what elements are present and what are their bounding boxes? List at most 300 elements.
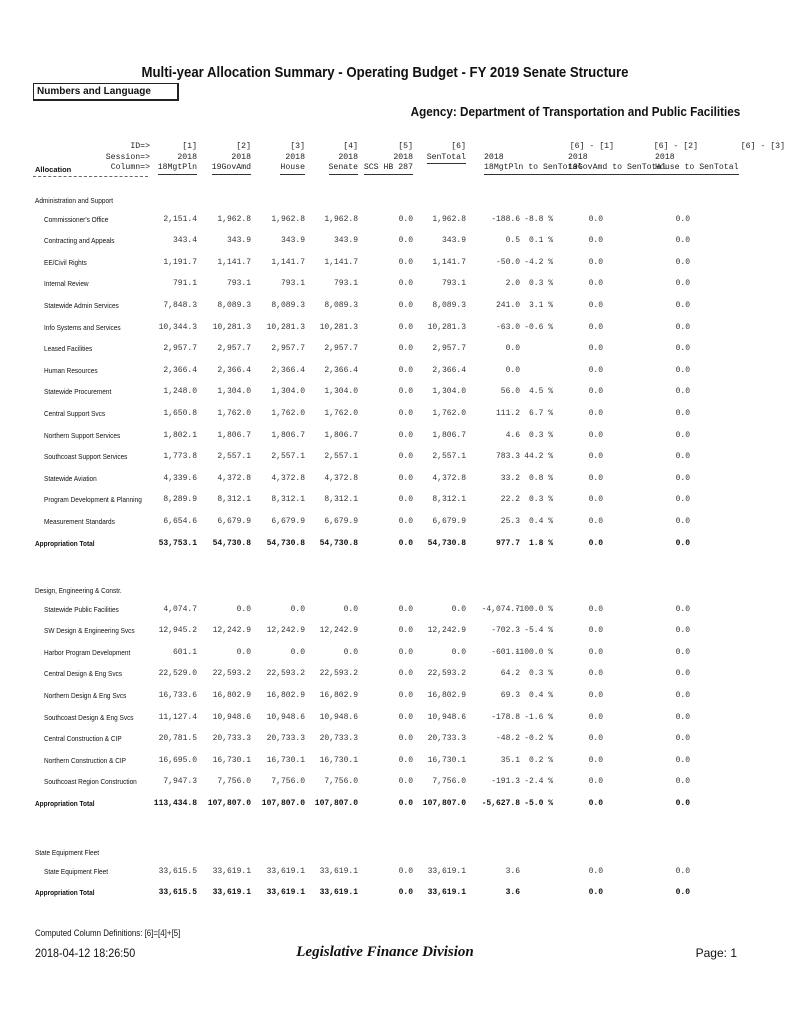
cell-value: 20,733.3	[427, 734, 466, 744]
cell-value: 0.0	[398, 647, 413, 657]
cell-value: 793.1	[280, 279, 305, 289]
cell-value: 7,756.0	[271, 777, 305, 787]
cell-value: 16,733.6	[158, 690, 197, 700]
table-row	[0, 236, 770, 248]
cell-value: 2.0	[505, 279, 520, 289]
cell-value: 1,806.7	[324, 430, 358, 440]
cell-value: 0.0	[398, 452, 413, 462]
cell-value: 0.0	[588, 365, 603, 375]
column-header-id: [1]	[182, 142, 197, 151]
cell-value: 0.0	[675, 626, 690, 636]
cell-value: 8,089.3	[324, 300, 358, 310]
cell-value: -100.0 %	[514, 604, 553, 614]
cell-value: 0.0	[675, 322, 690, 332]
cell-value: 16,730.1	[319, 755, 358, 765]
cell-value: -5.0 %	[524, 798, 553, 808]
cell-value: 16,730.1	[266, 755, 305, 765]
cell-value: 0.0	[675, 473, 690, 483]
allocation-name: Northern Construction & CIP	[44, 755, 126, 765]
cell-value: 0.0	[675, 516, 690, 526]
column-header	[137, 142, 197, 175]
allocation-name: Appropriation Total	[35, 798, 95, 808]
table-row	[0, 279, 770, 291]
column-header-session: 2018	[655, 152, 675, 162]
cell-value: 2,557.1	[324, 452, 358, 462]
cell-value: 0.0	[588, 866, 603, 876]
cell-value: 7,947.3	[163, 777, 197, 787]
cell-value: -4,074.7	[481, 604, 520, 614]
cell-value: 113,434.8	[153, 798, 197, 808]
cell-value: 0.0	[588, 430, 603, 440]
cell-value: 22,593.2	[427, 669, 466, 679]
appropriation-total-row	[0, 799, 770, 811]
cell-value: 8,312.1	[432, 495, 466, 505]
cell-value: 2,366.4	[217, 365, 251, 375]
cell-value: 4,372.8	[432, 473, 466, 483]
cell-value: 0.0	[398, 236, 413, 246]
cell-value: 1,191.7	[163, 257, 197, 267]
cell-value: 343.9	[226, 236, 251, 246]
cell-value: -0.6 %	[524, 322, 553, 332]
column-header-id: [4]	[343, 142, 358, 151]
cell-value: 3.1 %	[528, 300, 553, 310]
column-header-id: [3]	[290, 142, 305, 151]
cell-value: 0.0	[588, 755, 603, 765]
allocation-name: Southcoast Design & Eng Svcs	[44, 712, 134, 722]
cell-value: 8,312.1	[324, 495, 358, 505]
cell-value: 2,366.4	[271, 365, 305, 375]
cell-value: 241.0	[495, 300, 520, 310]
appropriation-total-row	[0, 539, 770, 551]
allocation-name: Southcoast Region Construction	[44, 777, 137, 787]
cell-value: 10,948.6	[212, 712, 251, 722]
column-header-column: 19GovAmd to SenTotal	[568, 163, 666, 175]
table-row	[0, 517, 770, 529]
header-column-label: Column=>	[110, 163, 150, 172]
cell-value: 0.0	[290, 647, 305, 657]
cell-value: 6.7 %	[528, 408, 553, 418]
cell-value: 111.2	[495, 408, 520, 418]
column-header	[191, 142, 251, 175]
cell-value: 1,141.7	[217, 257, 251, 267]
table-row	[0, 431, 770, 443]
cell-value: 4,372.8	[271, 473, 305, 483]
table-row	[0, 756, 770, 768]
cell-value: 16,802.9	[427, 690, 466, 700]
cell-value: 0.0	[290, 604, 305, 614]
cell-value: 4.6	[505, 430, 520, 440]
cell-value: -702.3	[491, 626, 520, 636]
cell-value: 0.0	[343, 604, 358, 614]
allocation-name: Appropriation Total	[35, 538, 95, 548]
cell-value: -0.2 %	[524, 734, 553, 744]
column-header-column: House	[280, 163, 305, 175]
allocation-name: Statewide Aviation	[44, 473, 97, 483]
section-name: Design, Engineering & Constr.	[35, 586, 122, 595]
table-row	[0, 344, 770, 356]
allocation-name: Central Design & Eng Svcs	[44, 669, 123, 679]
cell-value: 10,281.3	[212, 322, 251, 332]
cell-value: -5.4 %	[524, 626, 553, 636]
cell-value: 7,756.0	[217, 777, 251, 787]
cell-value: 0.0	[588, 236, 603, 246]
cell-value: 0.4 %	[528, 690, 553, 700]
cell-value: 793.1	[333, 279, 358, 289]
cell-value: 0.0	[398, 430, 413, 440]
cell-value: 0.0	[398, 777, 413, 787]
cell-value: 0.0	[588, 604, 603, 614]
allocation-name: Harbor Program Development	[44, 647, 131, 657]
cell-value: 2,366.4	[163, 365, 197, 375]
cell-value: 2,366.4	[324, 365, 358, 375]
allocation-name: Internal Review	[44, 279, 89, 289]
division-name: Legislative Finance Division	[296, 944, 474, 960]
cell-value: 1,141.7	[432, 257, 466, 267]
cell-value: 783.3	[495, 452, 520, 462]
cell-value: 8,089.3	[217, 300, 251, 310]
cell-value: 44.2 %	[524, 452, 553, 462]
cell-value: 16,730.1	[212, 755, 251, 765]
cell-value: 977.7	[495, 538, 520, 548]
cell-value: 0.0	[588, 669, 603, 679]
cell-value: 4.5 %	[528, 387, 553, 397]
cell-value: 12,242.9	[319, 626, 358, 636]
cell-value: 0.0	[588, 777, 603, 787]
column-header-session: 2018	[568, 152, 588, 162]
page-number: Page: 1	[695, 946, 737, 960]
table-row	[0, 215, 770, 227]
cell-value: 0.0	[675, 798, 690, 808]
allocation-name: Commissioner's Office	[44, 214, 109, 224]
cell-value: 2,151.4	[163, 214, 197, 224]
table-row	[0, 691, 770, 703]
cell-value: 0.4 %	[528, 516, 553, 526]
cell-value: 6,679.9	[324, 516, 358, 526]
section-header	[0, 196, 770, 208]
allocation-name: Central Support Svcs	[44, 408, 106, 418]
cell-value: 33,615.5	[158, 888, 197, 898]
cell-value: 1,806.7	[432, 430, 466, 440]
cell-value: 2,957.7	[271, 344, 305, 354]
cell-value: 20,781.5	[158, 734, 197, 744]
section-header	[0, 586, 770, 598]
cell-value: 0.0	[398, 257, 413, 267]
cell-value: 0.0	[675, 755, 690, 765]
cell-value: 2,557.1	[271, 452, 305, 462]
header-session-label: Session=>	[105, 152, 150, 162]
cell-value: 0.0	[675, 430, 690, 440]
cell-value: 2,557.1	[217, 452, 251, 462]
cell-value: 0.0	[451, 604, 466, 614]
cell-value: 0.0	[675, 538, 690, 548]
cell-value: 107,807.0	[261, 798, 305, 808]
cell-value: 1,304.0	[324, 387, 358, 397]
cell-value: 0.0	[588, 626, 603, 636]
cell-value: 6,654.6	[163, 516, 197, 526]
cell-value: 10,948.6	[266, 712, 305, 722]
cell-value: 0.0	[398, 344, 413, 354]
cell-value: 0.0	[588, 214, 603, 224]
cell-value: 20,733.3	[319, 734, 358, 744]
column-header-session: 2018	[393, 152, 413, 162]
cell-value: 10,281.3	[427, 322, 466, 332]
cell-value: -5,627.8	[481, 798, 520, 808]
cell-value: -8.8 %	[524, 214, 553, 224]
allocation-name: Human Resources	[44, 365, 98, 375]
cell-value: 64.2	[500, 669, 520, 679]
cell-value: 0.0	[398, 408, 413, 418]
cell-value: 0.0	[588, 322, 603, 332]
table-row	[0, 323, 770, 335]
cell-value: -100.0 %	[514, 647, 553, 657]
allocation-header: Allocation	[35, 165, 72, 174]
cell-value: 0.0	[398, 712, 413, 722]
cell-value: 33,619.1	[212, 866, 251, 876]
allocation-name: SW Design & Engineering Svcs	[44, 626, 135, 636]
column-header-id: [6] - [1]	[569, 142, 614, 151]
cell-value: -2.4 %	[524, 777, 553, 787]
cell-value: 343.9	[441, 236, 466, 246]
cell-value: 1,962.8	[271, 214, 305, 224]
cell-value: 33,619.1	[212, 888, 251, 898]
cell-value: 343.4	[172, 236, 197, 246]
cell-value: 107,807.0	[314, 798, 358, 808]
column-header	[245, 142, 305, 175]
cell-value: 0.0	[588, 300, 603, 310]
cell-value: 0.0	[675, 300, 690, 310]
column-header-session: 2018	[338, 152, 358, 162]
cell-value: 54,730.8	[319, 538, 358, 548]
allocation-name: Appropriation Total	[35, 888, 95, 898]
table-row	[0, 301, 770, 313]
cell-value: -191.3	[491, 777, 520, 787]
cell-value: 33,619.1	[266, 866, 305, 876]
cell-value: 0.0	[675, 690, 690, 700]
cell-value: 0.0	[588, 798, 603, 808]
cell-value: 0.0	[398, 888, 413, 898]
cell-value: 0.0	[675, 214, 690, 224]
cell-value: 16,730.1	[427, 755, 466, 765]
cell-value: 1,304.0	[271, 387, 305, 397]
cell-value: 0.0	[451, 647, 466, 657]
cell-value: 12,945.2	[158, 626, 197, 636]
cell-value: 1,762.0	[217, 408, 251, 418]
cell-value: 0.0	[675, 408, 690, 418]
cell-value: 10,344.3	[158, 322, 197, 332]
cell-value: 601.1	[172, 647, 197, 657]
cell-value: 33,619.1	[266, 888, 305, 898]
appropriation-total-row	[0, 888, 770, 900]
cell-value: -601.1	[491, 647, 520, 657]
allocation-name: EE/Civil Rights	[44, 257, 87, 267]
cell-value: 2,957.7	[217, 344, 251, 354]
cell-value: 0.0	[236, 647, 251, 657]
table-row	[0, 713, 770, 725]
cell-value: 7,756.0	[324, 777, 358, 787]
cell-value: 6,679.9	[217, 516, 251, 526]
allocation-name: Central Construction & CIP	[44, 734, 122, 744]
table-row	[0, 777, 770, 789]
cell-value: 16,802.9	[212, 690, 251, 700]
cell-value: 69.3	[500, 690, 520, 700]
cell-value: 1,962.8	[432, 214, 466, 224]
column-header-id: [2]	[236, 142, 251, 151]
cell-value: 0.0	[675, 279, 690, 289]
cell-value: 33,619.1	[427, 888, 466, 898]
cell-value: 793.1	[441, 279, 466, 289]
cell-value: 0.0	[398, 626, 413, 636]
cell-value: 22,529.0	[158, 669, 197, 679]
cell-value: 0.0	[398, 300, 413, 310]
cell-value: 33,619.1	[427, 866, 466, 876]
cell-value: 54,730.8	[266, 538, 305, 548]
cell-value: 4,339.6	[163, 473, 197, 483]
cell-value: 0.0	[675, 647, 690, 657]
cell-value: 0.2 %	[528, 755, 553, 765]
cell-value: 1,962.8	[324, 214, 358, 224]
cell-value: 343.9	[333, 236, 358, 246]
cell-value: 0.0	[675, 604, 690, 614]
cell-value: 6,679.9	[432, 516, 466, 526]
column-header-session: 2018	[285, 152, 305, 162]
cell-value: 33,615.5	[158, 866, 197, 876]
allocation-name: Program Development & Planning	[44, 495, 142, 505]
table-row	[0, 734, 770, 746]
section-name: Administration and Support	[35, 196, 114, 205]
cell-value: 2,957.7	[163, 344, 197, 354]
cell-value: 0.3 %	[528, 495, 553, 505]
cell-value: 0.0	[675, 734, 690, 744]
column-header-session: 2018	[484, 152, 504, 162]
cell-value: 16,802.9	[266, 690, 305, 700]
cell-value: 343.9	[280, 236, 305, 246]
cell-value: 54,730.8	[427, 538, 466, 548]
column-header-column: SCS HB 287	[364, 163, 413, 175]
cell-value: 10,281.3	[266, 322, 305, 332]
cell-value: 0.0	[398, 538, 413, 548]
cell-value: 35.1	[500, 755, 520, 765]
cell-value: 0.0	[398, 755, 413, 765]
column-header-id: [6] - [3]	[740, 142, 785, 151]
cell-value: 793.1	[226, 279, 251, 289]
cell-value: 0.0	[588, 495, 603, 505]
column-header	[298, 142, 358, 175]
cell-value: 0.3 %	[528, 279, 553, 289]
cell-value: 0.3 %	[528, 669, 553, 679]
cell-value: 0.0	[588, 516, 603, 526]
cell-value: 56.0	[500, 387, 520, 397]
cell-value: 1,304.0	[432, 387, 466, 397]
cell-value: 0.0	[343, 647, 358, 657]
cell-value: 1,762.0	[324, 408, 358, 418]
cell-value: 8,289.9	[163, 495, 197, 505]
cell-value: 12,242.9	[212, 626, 251, 636]
column-header	[655, 142, 785, 175]
cell-value: 0.8 %	[528, 473, 553, 483]
cell-value: 0.0	[675, 236, 690, 246]
cell-value: 33.2	[500, 473, 520, 483]
allocation-name: State Equipment Fleet	[44, 866, 109, 876]
cell-value: 0.0	[398, 214, 413, 224]
allocation-name: Measurement Standards	[44, 516, 115, 526]
cell-value: 8,089.3	[432, 300, 466, 310]
cell-value: 1.8 %	[528, 538, 553, 548]
cell-value: 0.0	[398, 604, 413, 614]
cell-value: 1,141.7	[271, 257, 305, 267]
allocation-name: Leased Facilities	[44, 344, 93, 354]
column-header-column: SenTotal	[427, 153, 466, 165]
cell-value: 0.0	[505, 344, 520, 354]
cell-value: 0.0	[398, 734, 413, 744]
cell-value: 791.1	[172, 279, 197, 289]
cell-value: 22,593.2	[266, 669, 305, 679]
header-id-label: ID=>	[130, 142, 150, 151]
cell-value: 20,733.3	[212, 734, 251, 744]
section-header	[0, 848, 770, 860]
cell-value: 0.0	[398, 322, 413, 332]
table-row	[0, 495, 770, 507]
cell-value: 107,807.0	[207, 798, 251, 808]
allocation-name: Northern Support Services	[44, 430, 121, 440]
cell-value: 0.0	[588, 690, 603, 700]
cell-value: 0.0	[675, 669, 690, 679]
column-header-id: [6]	[451, 142, 466, 151]
cell-value: 3.6	[505, 888, 520, 898]
cell-value: 0.0	[588, 257, 603, 267]
table-row	[0, 452, 770, 464]
column-header-id: [6] - [2]	[653, 142, 698, 151]
cell-value: 8,312.1	[271, 495, 305, 505]
cell-value: 1,773.8	[163, 452, 197, 462]
allocation-name: Statewide Procurement	[44, 387, 112, 397]
cell-value: 0.0	[398, 495, 413, 505]
report-timestamp: 2018-04-12 18:26:50	[35, 946, 136, 960]
cell-value: 0.0	[675, 344, 690, 354]
cell-value: 10,281.3	[319, 322, 358, 332]
cell-value: 0.0	[588, 279, 603, 289]
cell-value: 1,141.7	[324, 257, 358, 267]
table-row	[0, 409, 770, 421]
column-header-column: 19GovAmd	[212, 163, 251, 175]
cell-value: 0.0	[675, 365, 690, 375]
cell-value: 22.2	[500, 495, 520, 505]
cell-value: 25.3	[500, 516, 520, 526]
cell-value: 0.0	[588, 888, 603, 898]
allocation-name: Statewide Admin Services	[44, 300, 119, 310]
cell-value: 0.3 %	[528, 430, 553, 440]
cell-value: 0.0	[675, 712, 690, 722]
column-header-id: [5]	[398, 142, 413, 151]
cell-value: -1.6 %	[524, 712, 553, 722]
cell-value: 7,756.0	[432, 777, 466, 787]
cell-value: 1,806.7	[271, 430, 305, 440]
cell-value: 4,074.7	[163, 604, 197, 614]
cell-value: -48.2	[495, 734, 520, 744]
cell-value: 0.0	[588, 734, 603, 744]
report-title: Multi-year Allocation Summary - Operating Budget - FY 2019 Senate Structure	[141, 64, 629, 81]
cell-value: 1,650.8	[163, 408, 197, 418]
cell-value: 0.0	[588, 538, 603, 548]
allocation-name: Southcoast Support Services	[44, 452, 128, 462]
cell-value: 0.0	[675, 257, 690, 267]
cell-value: 0.0	[398, 798, 413, 808]
cell-value: 0.0	[236, 604, 251, 614]
cell-value: 0.0	[398, 365, 413, 375]
cell-value: 54,730.8	[212, 538, 251, 548]
column-header	[353, 142, 413, 175]
cell-value: 53,753.1	[158, 538, 197, 548]
cell-value: 0.0	[675, 387, 690, 397]
